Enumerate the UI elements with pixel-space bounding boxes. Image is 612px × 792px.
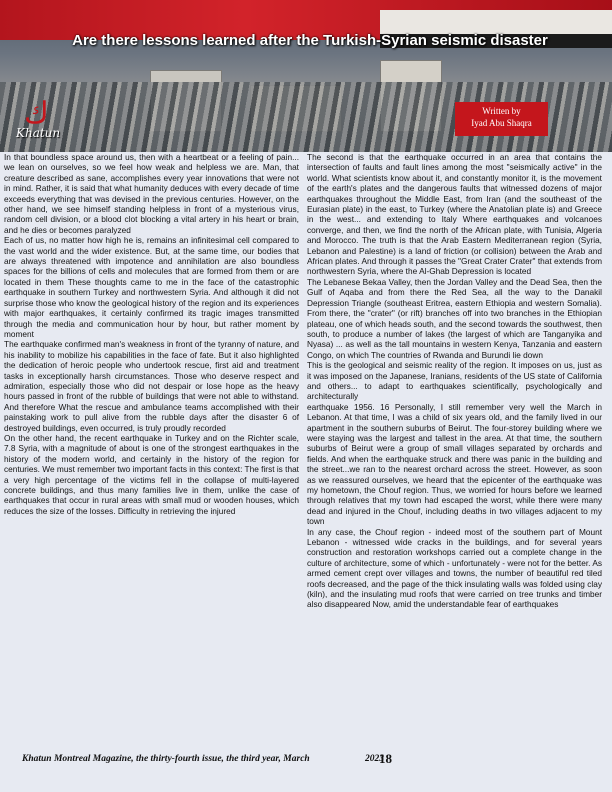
logo-text: Khatun — [16, 126, 61, 140]
right-column — [307, 152, 602, 610]
paragraph: earthquake 1956. 16 Personally, I still remember very well the March in Lebanon. At that time, I was a child of six years old, and the family lived in our apartment in the southern suburbs of Beirut. The four-storey building where we were staying was the largest and tallest in the area. At that time, the southern suburbs of Beirut were a group of small villages separated by orchards and fields. And when the earthquake struck and there was panic in the building and the street...we ran to the nearest orchard across the street. However, as soon as we reassured ourselves, we heard that the epicenter of the earthquake was my hometown, the Chouf region. Thus, we worried for hours before we learned through relatives that my town had escaped the worst, while there were many dead and injured in the Chouf, including deaths in two villages adjacent to my town — [307, 401, 602, 527]
author-name: Iyad Abu Shaqra — [471, 118, 532, 128]
hero-banner — [0, 0, 612, 152]
magazine-logo — [10, 96, 70, 146]
written-by-label: Written by — [482, 106, 521, 116]
publication-info: Khatun Montreal Magazine, the thirty-fourth issue, the third year, March — [22, 754, 310, 764]
page-footer — [22, 753, 592, 767]
left-column — [4, 152, 299, 516]
paragraph: In that boundless space around us, then with a heartbeat or a feeling of pain... we lean on ourselves, so we feel how weak and helpless we are. Man, that creature described as sane, accomplishes every year innovations that were not in mind. Rather, it is said that what humanity deduces with every decade of time exceeds everything that was devised in the previous centuries. However, on the other hand, we see himself standing helpless in front of a mysterious virus, random cell division, or a blood clot blocking a vital artery in his heart or brain, and he dies or becomes paralyzed — [4, 152, 299, 235]
paragraph: In any case, the Chouf region - indeed most of the southern part of Mount Lebanon - witnessed wide cracks in the buildings, and for several years construction and restoration workshops carried out a complete change in the culture of architecture, some of which - unfortunately - were not for the better. As armed cement crept over villages and towns, the number of beautiful red tiled roofs decreased, and the page of the thick insulating walls was folded using clay (kiln), and the insulating mud roofs that were carried on tree trunks and timber also disappeared Now, amid the understandable fear of earthquakes — [307, 526, 602, 610]
paragraph: This is the geological and seismic reality of the region. It imposes on us, just as it was imposed on the Japanese, Iranians, residents of the US state of California and others... to adapt to earthquakes scientifically, psychologically and architecturally — [307, 360, 602, 402]
paragraph: On the other hand, the recent earthquake in Turkey and on the Richter scale, 7.8 Syria, with a magnitude of about is one of the strongest earthquakes in the history of the modern world, and certainly in the history of the region for centuries. We must remember two important facts in this context: The first is that a very high percentage of the victims fell in the collapse of multi-layered concrete buildings, and thus many families live in them, unlike the case of earthquakes that occur in rural areas with small mud or wooden houses, which reduces the size of the losses. Difficulty in retrieving the injured — [4, 432, 299, 516]
logo-mark: ك — [24, 96, 49, 131]
paragraph: The earthquake confirmed man's weakness in front of the tyranny of nature, and his inability to mobilize his capabilities in the face of fate. But it also highlighted the dedication of heroic people who undertook rescue, first aid and treatment tasks in exceptionally harsh circumstances. Those who deserve respect and admiration, especially those who did not despair or lose hope as the heavy hours passed in front of the rubble of buildings that were not able to withstand. And therefore What the rescue and ambulance teams accomplished with their painstaking work to pull alive from the rubble days after the disaster 6 of destroyed buildings, even occurred, is truly proudly recorded — [4, 339, 299, 433]
byline-box — [455, 102, 548, 136]
paragraph: Each of us, no matter how high he is, remains an infinitesimal cell compared to the vast world and the wider existence. But, at the same time, our bodies that are always threatened with impotence and annihilation are also boundless spaces for the billions of cells and molecules that are formed from them or are located in them These thoughts came to me in the face of the catastrophic earthquake in southern Turkey and northwestern Syria. And although it did not surprise those who know the geological history of the region and its experiences with major earthquakes, it certainly confirmed its tragic images transmitted through the media and communication hour by hour, but rather moment by moment — [4, 235, 299, 339]
paragraph: The second is that the earthquake occurred in an area that contains the intersection of faults and fault lines among the most "seismically active" in the world. What scientists know about it, and constantly monitor it, is the movement of the earth's plates and the dangerous faults that witnessed dozens of major earthquakes throughout the Middle East, from Iran (and the southeast of the Eurasian plate) in the east, to Turkey (where the Anatolian plate is) and Greece in the west... and extending to Italy Where earthquakes and volcanoes converge, and then, we find the north of the African plate, with Tunisia, Algeria and Morocco. The truth is that the Arab Eastern Mediterranean region (Syria, Lebanon and Palestine) is a land of friction (or collision) between the Arab and African plates. And through it passes the "Great Crater Crater" that extends from northwestern Syria, where the Al-Ghab Depression is located — [307, 152, 602, 277]
page-number: 18 — [379, 751, 392, 766]
article-title: Are there lessons learned after the Turkish-Syrian seismic disaster — [72, 32, 548, 49]
paragraph: The Lebanese Bekaa Valley, then the Jordan Valley and the Dead Sea, then the Gulf of Aqaba and from there the Red Sea, all the way to the Danakil Depression Triangle (southeast Eritrea, eastern Ethiopia and western Somalia). From there, the "crater" (or rift) branches off into two branches in the Ethiopian plateau, one of which heads south, and the second towards the southwest, then south, to produce a number of lakes (the largest of which are Tanganyika and Nyasa) ... as well as the tall mountains in western Kenya, Tanzania and eastern Congo, on which The countries of Rwanda and Burundi lie down — [307, 276, 602, 360]
issue-year: 2023 — [365, 754, 384, 764]
